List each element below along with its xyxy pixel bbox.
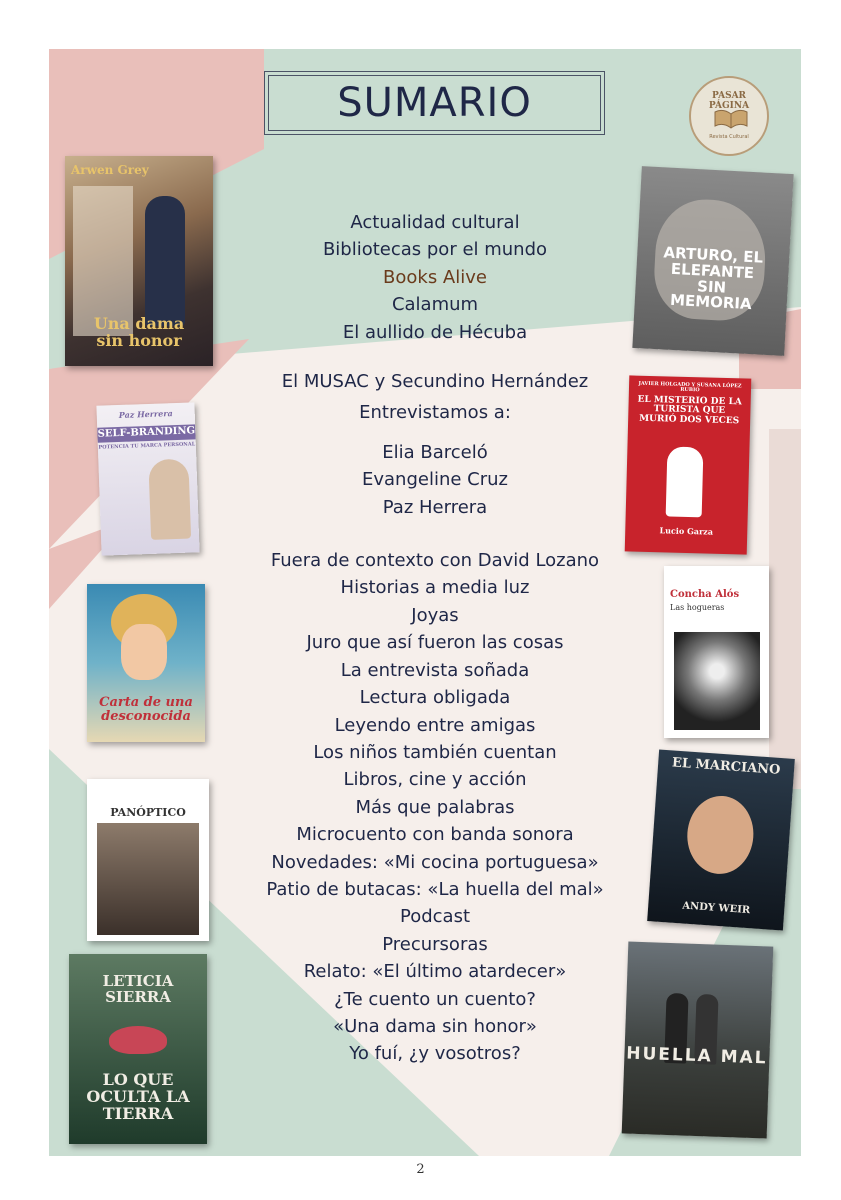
toc-item: Lectura obligada — [359, 687, 511, 709]
toc-item: Historias a media luz — [340, 577, 530, 599]
cover-lo-que-oculta-la-tierra — [69, 954, 207, 1144]
toc-item: «Una dama sin honor» — [333, 1015, 537, 1037]
cover-turista-illustrator: Lucio Garza — [659, 525, 714, 537]
toc-item: Los niños también cuentan — [313, 741, 557, 763]
page-title: SUMARIO — [337, 80, 532, 126]
toc-item: El aullido de Hécuba — [342, 321, 528, 343]
cover-hogueras-title: Las hogueras — [670, 603, 725, 612]
open-book-icon — [713, 106, 749, 130]
cover-dama-author: Arwen Grey — [71, 163, 149, 177]
toc-item: Elia Barceló — [382, 441, 488, 463]
toc-item: Novedades: «Mi cocina portuguesa» — [271, 851, 599, 873]
page-number: 2 — [416, 1162, 425, 1177]
toc-item: Más que palabras — [355, 796, 515, 818]
page-sheet — [49, 49, 801, 1156]
cover-turista-title: EL MISTERIO DE LA TURISTA QUE MURIÓ DOS VECES — [637, 394, 742, 427]
toc-item: Paz Herrera — [382, 496, 488, 518]
cover-marciano-author: ANDY WEIR — [681, 900, 751, 917]
magazine-logo — [689, 76, 769, 156]
cover-leticia-author: LETICIA SIERRA — [102, 972, 174, 1006]
toc-item: Podcast — [399, 906, 470, 928]
cover-las-hogueras — [664, 566, 769, 738]
cover-turista-authors: JAVIER HOLGADO Y SUSANA LÓPEZ RUBIO — [638, 380, 742, 394]
toc-item: Fuera de contexto con David Lozano — [270, 550, 600, 572]
logo-name: PASAR PÁGINA — [708, 91, 750, 111]
toc-item: La entrevista soñada — [340, 659, 530, 681]
toc-item: Joyas — [411, 604, 459, 626]
cover-leticia-title: LO QUE OCULTA LA TIERRA — [86, 1070, 190, 1123]
cover-arturo-el-elefante — [632, 166, 793, 356]
toc-item: Actualidad cultural — [350, 212, 520, 233]
toc-item: Microcuento con banda sonora — [296, 824, 574, 846]
toc-item: Yo fuí, ¿y vosotros? — [349, 1043, 521, 1065]
toc-item: El MUSAC y Secundino Hernández — [281, 371, 589, 393]
cover-marciano-title: EL MARCIANO — [671, 755, 781, 778]
toc-item: Juro que así fueron las cosas — [306, 632, 564, 654]
cover-huella-title: HUELLA MAL — [625, 1043, 768, 1069]
logo-tagline: Revista Cultural — [709, 134, 749, 140]
toc-item: Relato: «El último atardecer» — [303, 961, 567, 983]
cover-hogueras-author: Concha Alós — [670, 589, 740, 600]
cover-una-dama-sin-honor — [65, 156, 213, 366]
cover-self-branding-subtitle: POTENCIA TU MARCA PERSONAL — [98, 441, 196, 451]
toc-item: Evangeline Cruz — [362, 469, 508, 491]
cover-self-branding-title: SELF-BRANDING — [97, 424, 195, 442]
toc-interviews-heading: Entrevistamos a: — [359, 402, 511, 424]
toc-item: Precursoras — [382, 933, 488, 955]
cover-dama-title: Una dama sin honor — [93, 314, 185, 350]
cover-panoptico-title: PANÓPTICO — [110, 806, 186, 819]
title-frame — [264, 71, 605, 135]
cover-self-branding — [96, 402, 199, 555]
toc-item: Bibliotecas por el mundo — [322, 239, 548, 261]
cover-carta-de-una-desconocida — [87, 584, 205, 742]
toc-item: Patio de butacas: «La huella del mal» — [266, 878, 604, 900]
toc-item: Leyendo entre amigas — [334, 714, 536, 736]
cover-self-branding-brand: Paz Herrera — [118, 408, 173, 420]
cover-carta-title: Carta de una desconocida — [99, 695, 193, 724]
cover-panoptico — [87, 779, 209, 941]
toc-item: Calamum — [391, 294, 479, 316]
toc-item: ¿Te cuento un cuento? — [334, 988, 536, 1010]
toc-item: Libros, cine y acción — [343, 769, 527, 791]
toc-item: Books Alive — [383, 266, 487, 288]
cover-el-marciano — [647, 749, 795, 930]
cover-arturo-title: ARTURO, EL ELEFANTE SIN MEMORIA — [663, 243, 764, 314]
table-of-contents — [219, 209, 651, 1068]
